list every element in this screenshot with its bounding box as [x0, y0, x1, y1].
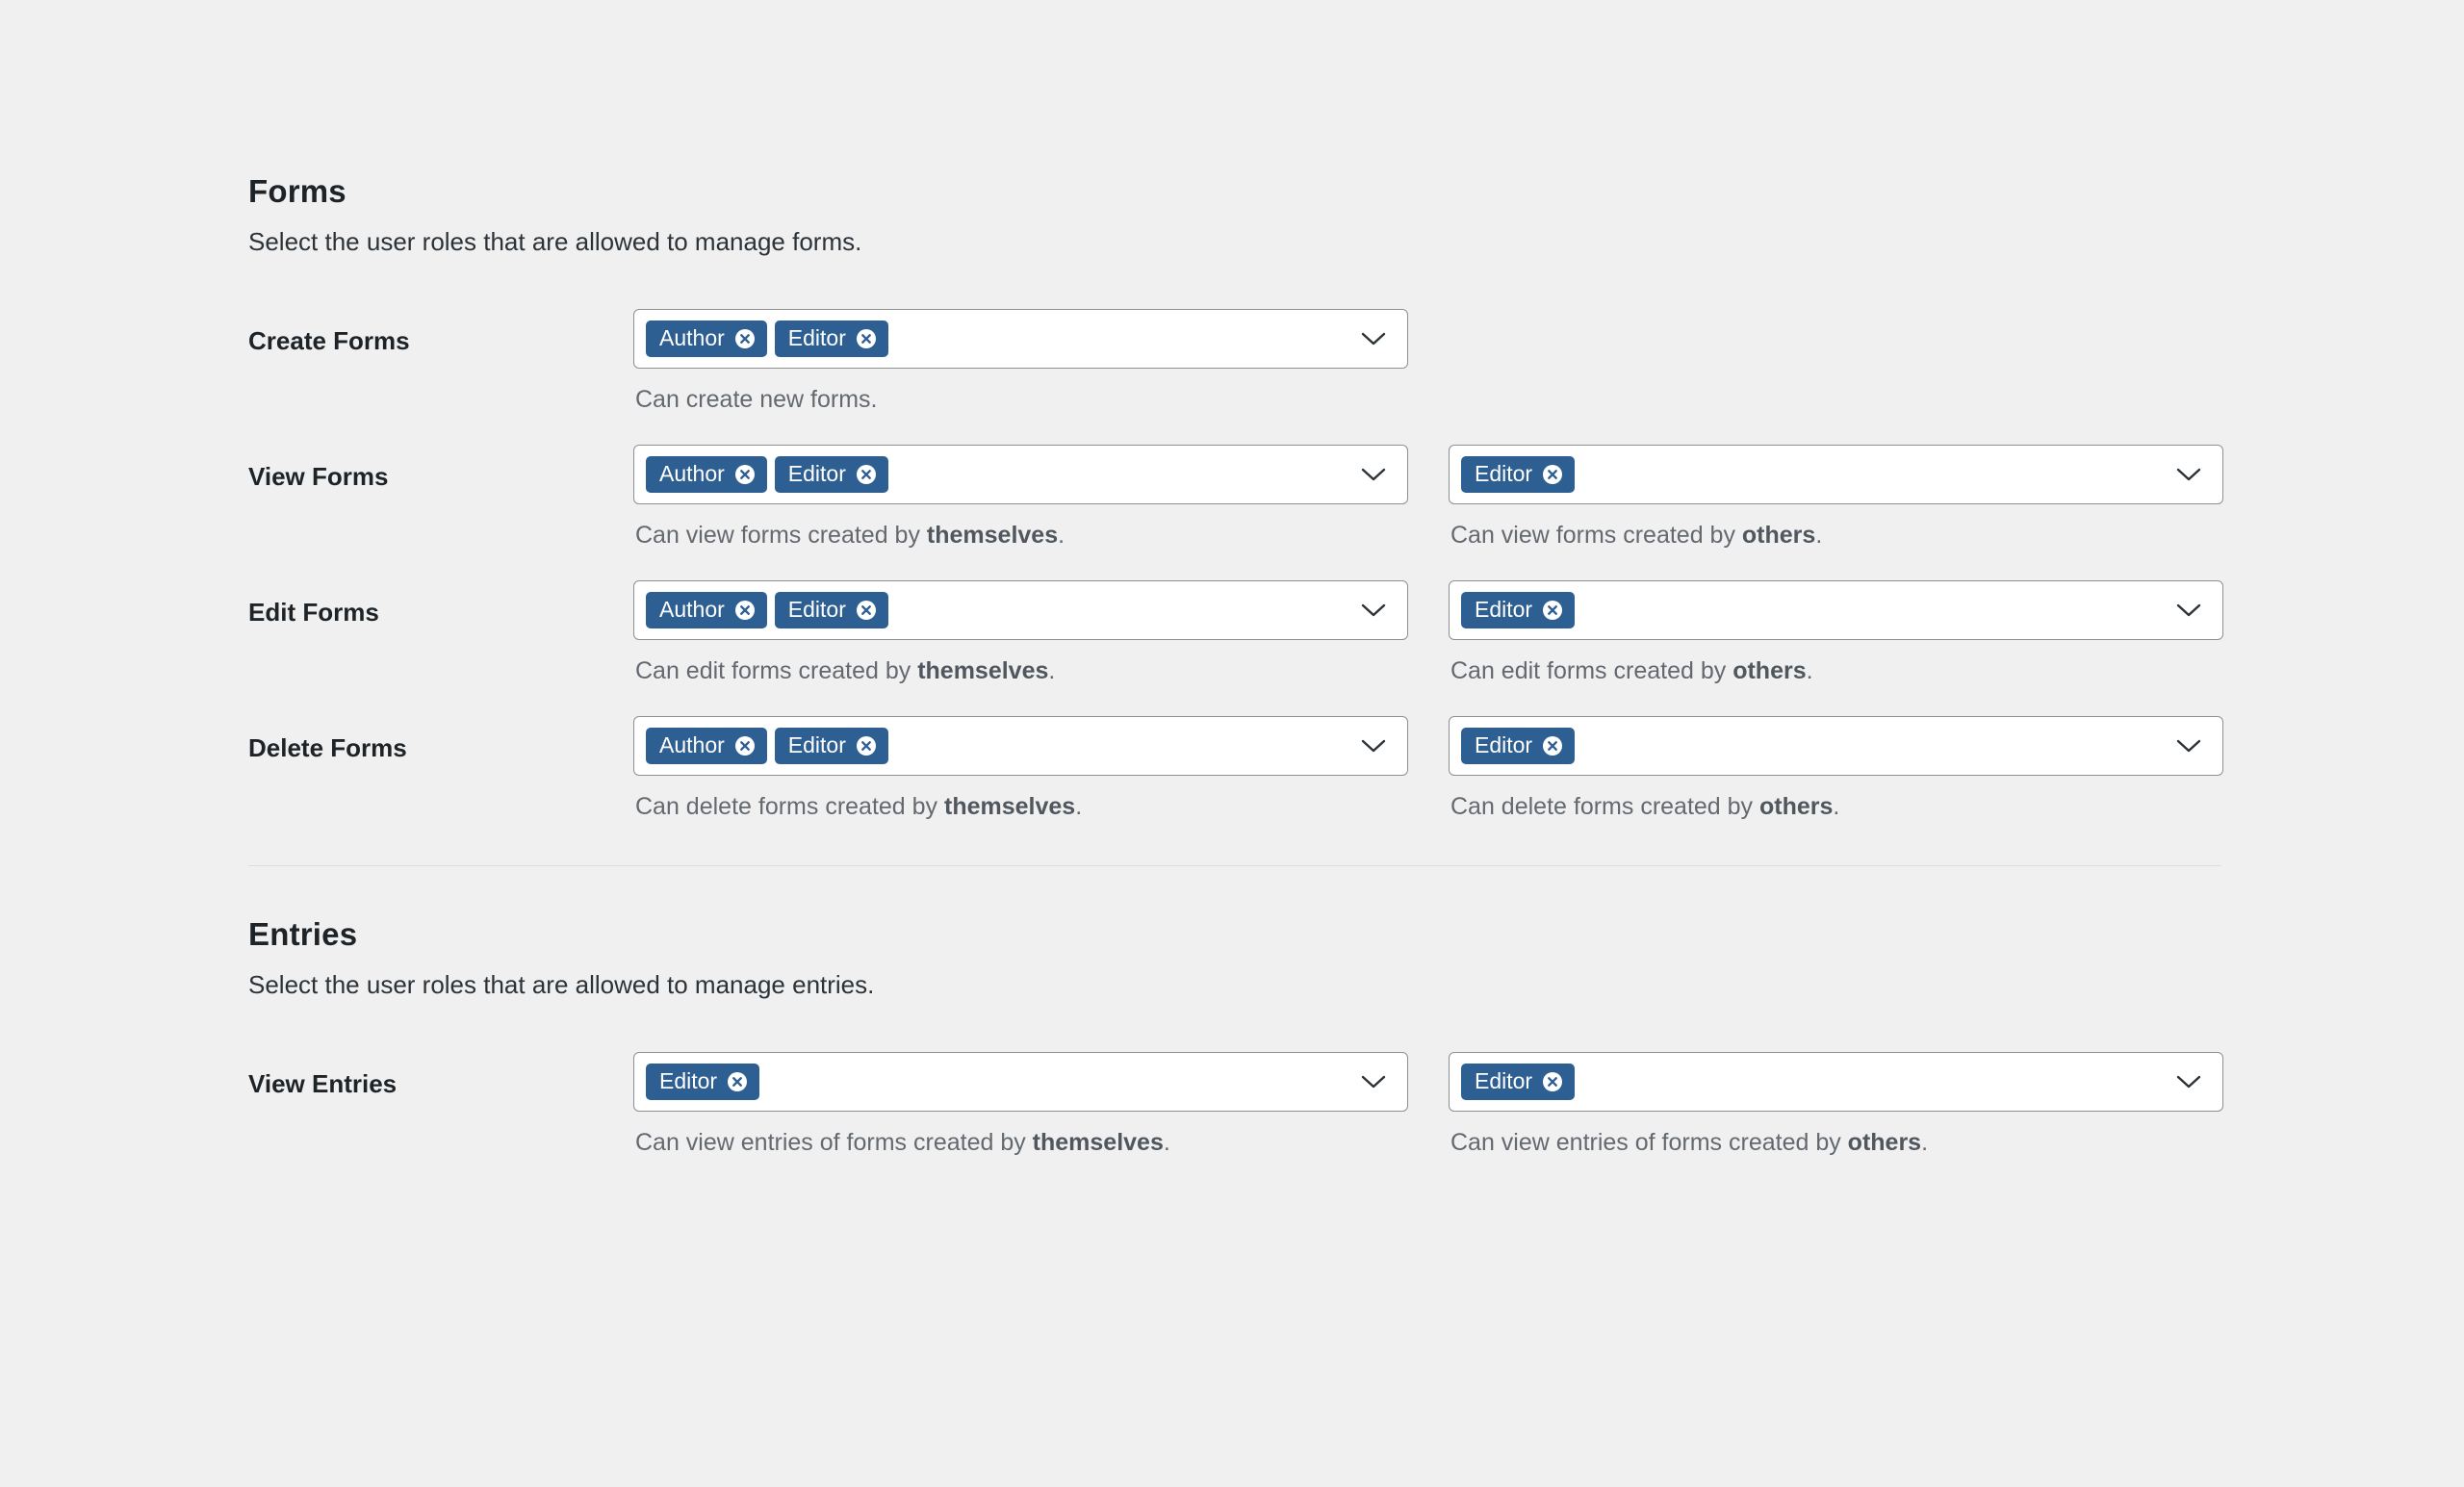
setting-row [248, 716, 2221, 821]
role-chip[interactable] [646, 1064, 759, 1100]
setting-row [248, 309, 2221, 414]
role-chip[interactable] [775, 320, 888, 357]
role-chip-label: Editor [787, 732, 846, 757]
helper-suffix: . [1048, 657, 1056, 684]
helper-strong: others [1741, 522, 1816, 549]
chevron-down-icon[interactable] [1361, 1074, 1386, 1090]
role-chip-label: Author [659, 325, 725, 350]
close-circle-icon[interactable] [734, 328, 756, 349]
helper-prefix: Can edit forms created by [1450, 657, 1733, 684]
role-chip-label: Editor [787, 461, 846, 486]
role-chip[interactable] [775, 728, 888, 764]
helper-suffix: . [1806, 657, 1813, 684]
section-title: Entries [248, 916, 358, 952]
field-helper-text [635, 1129, 1408, 1157]
close-circle-icon[interactable] [856, 328, 877, 349]
field-helper-text [1450, 1129, 2223, 1157]
setting-columns [633, 445, 2223, 550]
helper-suffix: . [1163, 1129, 1170, 1156]
helper-strong: themselves [917, 657, 1049, 684]
chevron-down-icon[interactable] [2176, 467, 2201, 482]
setting-label: View Entries [248, 1069, 398, 1098]
helper-prefix: Can delete forms created by [635, 793, 944, 820]
helper-prefix: Can view entries of forms created by [635, 1129, 1033, 1156]
section-divider [248, 865, 2221, 866]
helper-strong: themselves [1032, 1129, 1164, 1156]
role-chip[interactable] [775, 456, 888, 493]
chevron-down-icon[interactable] [1361, 467, 1386, 482]
setting-label: Delete Forms [248, 733, 407, 762]
setting-columns [633, 580, 2223, 685]
sections-container [248, 173, 2464, 1157]
role-chip[interactable] [1461, 728, 1575, 764]
roles-multiselect[interactable] [633, 716, 1408, 776]
role-chip[interactable] [646, 456, 767, 493]
section-title: Forms [248, 173, 346, 209]
roles-multiselect[interactable] [1449, 580, 2223, 640]
helper-prefix: Can create new forms. [635, 386, 878, 413]
close-circle-icon[interactable] [1542, 735, 1563, 756]
setting-column [633, 309, 1408, 414]
field-helper-text [1450, 657, 2223, 685]
roles-multiselect[interactable] [633, 580, 1408, 640]
setting-columns [633, 1052, 2223, 1157]
close-circle-icon[interactable] [734, 464, 756, 485]
helper-suffix: . [1075, 793, 1083, 820]
setting-row [248, 1052, 2221, 1157]
role-chip[interactable] [646, 320, 767, 357]
role-chip[interactable] [1461, 592, 1575, 628]
roles-multiselect[interactable] [633, 445, 1408, 504]
setting-column [1449, 716, 2223, 821]
field-helper-text [1450, 793, 2223, 821]
role-chip-label: Author [659, 597, 725, 622]
close-circle-icon[interactable] [734, 735, 756, 756]
helper-suffix: . [1815, 522, 1823, 549]
role-chip-label: Editor [1475, 732, 1533, 757]
helper-prefix: Can view entries of forms created by [1450, 1129, 1848, 1156]
close-circle-icon[interactable] [856, 600, 877, 621]
role-chip[interactable] [775, 592, 888, 628]
role-chip-label: Author [659, 461, 725, 486]
close-circle-icon[interactable] [734, 600, 756, 621]
role-chip[interactable] [646, 728, 767, 764]
section-description: Select the user roles that are allowed to manage forms. [248, 227, 862, 256]
helper-suffix: . [1921, 1129, 1929, 1156]
helper-prefix: Can edit forms created by [635, 657, 918, 684]
setting-label: Create Forms [248, 326, 410, 355]
setting-column [633, 445, 1408, 550]
setting-column [1449, 445, 2223, 550]
field-helper-text [635, 793, 1408, 821]
setting-columns [633, 716, 2223, 821]
close-circle-icon[interactable] [1542, 464, 1563, 485]
setting-row [248, 580, 2221, 685]
helper-prefix: Can view forms created by [635, 522, 927, 549]
close-circle-icon[interactable] [727, 1071, 748, 1092]
helper-strong: others [1759, 793, 1834, 820]
role-chip-label: Editor [1475, 1068, 1533, 1093]
setting-label: Edit Forms [248, 598, 379, 627]
roles-multiselect[interactable] [1449, 716, 2223, 776]
chevron-down-icon[interactable] [2176, 1074, 2201, 1090]
settings-section [248, 916, 2221, 1157]
helper-strong: others [1847, 1129, 1922, 1156]
chevron-down-icon[interactable] [1361, 331, 1386, 346]
chevron-down-icon[interactable] [1361, 602, 1386, 618]
setting-row [248, 445, 2221, 550]
roles-multiselect[interactable] [633, 309, 1408, 369]
setting-label: View Forms [248, 462, 389, 491]
setting-column [633, 580, 1408, 685]
role-chip-label: Editor [659, 1068, 718, 1093]
helper-strong: others [1732, 657, 1807, 684]
setting-column [633, 1052, 1408, 1157]
role-chip-label: Editor [787, 597, 846, 622]
chevron-down-icon[interactable] [2176, 602, 2201, 618]
role-chip-label: Editor [1475, 597, 1533, 622]
role-chip[interactable] [1461, 1064, 1575, 1100]
role-chip-label: Editor [787, 325, 846, 350]
chevron-down-icon[interactable] [2176, 738, 2201, 754]
roles-multiselect[interactable] [1449, 1052, 2223, 1112]
close-circle-icon[interactable] [856, 464, 877, 485]
setting-column [1449, 1052, 2223, 1157]
role-chip-label: Author [659, 732, 725, 757]
field-helper-text [1450, 522, 2223, 550]
role-chip[interactable] [646, 592, 767, 628]
close-circle-icon[interactable] [1542, 1071, 1563, 1092]
helper-suffix: . [1833, 793, 1840, 820]
role-chip[interactable] [1461, 456, 1575, 493]
setting-column [1449, 580, 2223, 685]
helper-strong: themselves [944, 793, 1076, 820]
setting-column [633, 716, 1408, 821]
chevron-down-icon[interactable] [1361, 738, 1386, 754]
field-helper-text [635, 522, 1408, 550]
field-helper-text [635, 386, 1408, 414]
helper-prefix: Can view forms created by [1450, 522, 1742, 549]
helper-suffix: . [1058, 522, 1065, 549]
role-chip-label: Editor [1475, 461, 1533, 486]
close-circle-icon[interactable] [856, 735, 877, 756]
section-description: Select the user roles that are allowed to manage entries. [248, 970, 875, 999]
roles-multiselect[interactable] [1449, 445, 2223, 504]
roles-multiselect[interactable] [633, 1052, 1408, 1112]
setting-columns [633, 309, 2221, 414]
close-circle-icon[interactable] [1542, 600, 1563, 621]
field-helper-text [635, 657, 1408, 685]
settings-section [248, 173, 2221, 821]
helper-strong: themselves [926, 522, 1059, 549]
helper-prefix: Can delete forms created by [1450, 793, 1759, 820]
